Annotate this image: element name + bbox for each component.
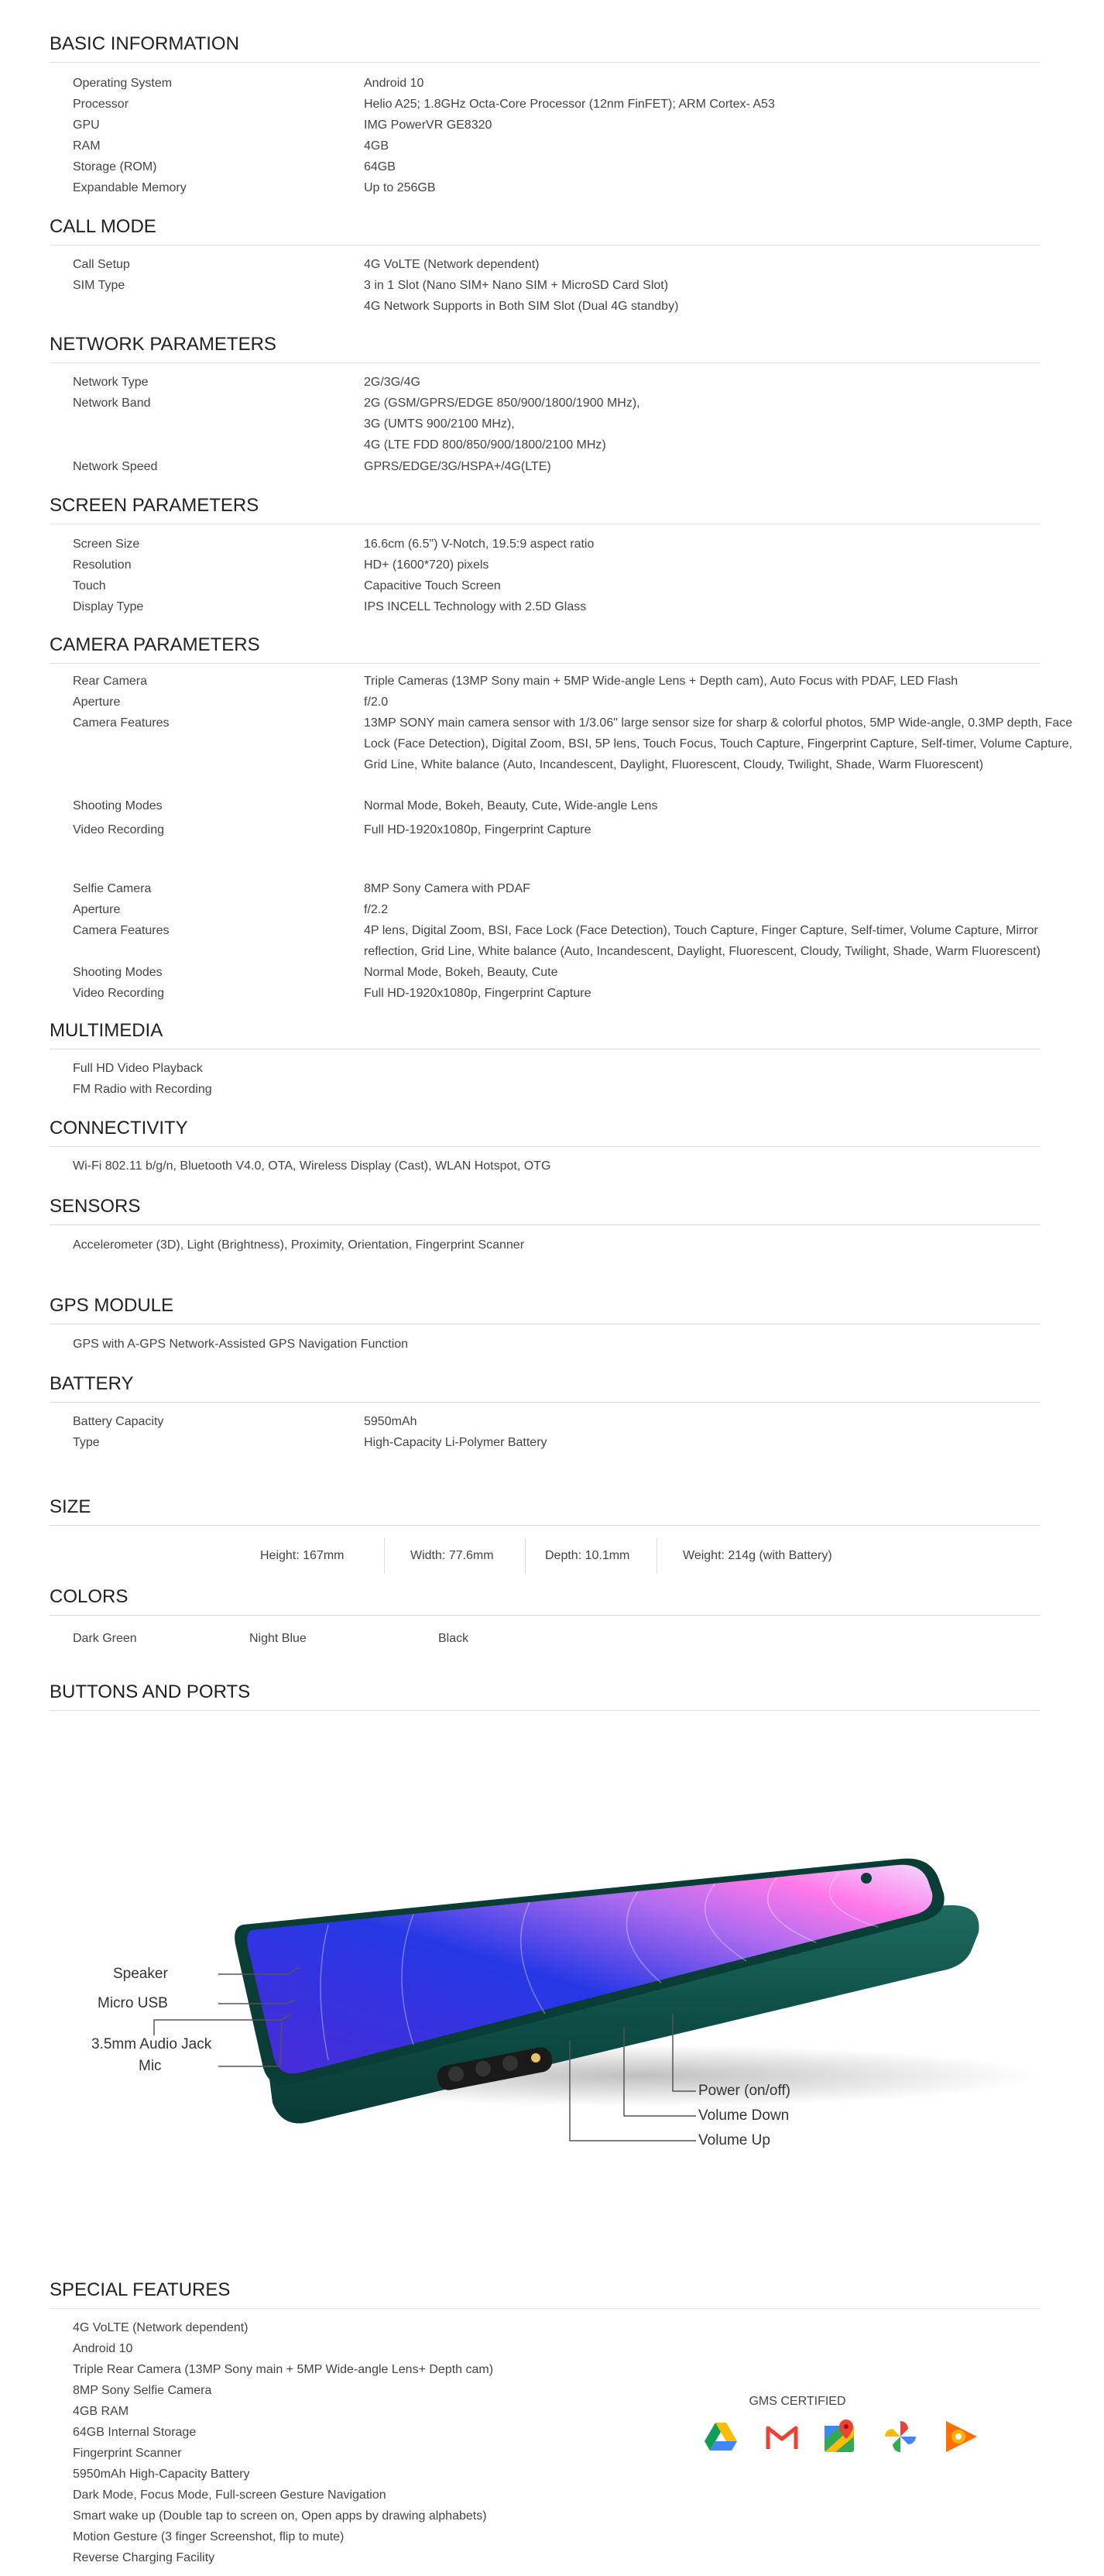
list-item: Full HD Video Playback [73,1062,203,1075]
spec-value: 3 in 1 Slot (Nano SIM+ Nano SIM + MicroSD Card Slot) [364,279,669,292]
spec-value: HD+ (1600*720) pixels [364,558,489,572]
spec-value: 3G (UMTS 900/2100 MHz), [364,417,515,431]
spec-value: f/2.0 [364,696,389,709]
front-camera-notch [861,1873,872,1884]
spec-value: IPS INCELL Technology with 2.5D Glass [364,600,587,613]
spec-value: Triple Cameras (13MP Sony main + 5MP Wide-angle Lens + Depth cam), Auto Focus with PDAF, LED Flash [364,675,958,688]
google-play-music-icon [946,2421,977,2452]
spec-label: Shooting Modes [73,966,163,979]
section-title-multimedia: MULTIMEDIA [50,1019,1041,1049]
spec-value: 16.6cm (6.5") V-Notch, 19.5:9 aspect ratio [364,538,595,551]
section-title-buttons: BUTTONS AND PORTS [50,1681,1041,1711]
list-item: Android 10 [73,2342,133,2355]
callout-speaker: Speaker [113,1966,168,1982]
list-item: FM Radio with Recording [73,1083,212,1096]
list-item: 5950mAh High-Capacity Battery [73,2468,250,2481]
spec-label: Type [73,1436,100,1449]
google-drive-icon [705,2423,737,2451]
spec-label: Processor [73,98,129,111]
color-option: Dark Green [73,1632,137,1645]
gps-text: GPS with A-GPS Network-Assisted GPS Navigation Function [73,1338,409,1351]
spec-value: Up to 256GB [364,181,436,194]
callout-audio-jack: 3.5mm Audio Jack [91,2036,212,2052]
sensors-text: Accelerometer (3D), Light (Brightness), Proximity, Orientation, Fingerprint Scanner [73,1238,525,1252]
list-item: Motion Gesture (3 finger Screenshot, flip to mute) [73,2530,345,2543]
section-title-gps: GPS MODULE [50,1294,1041,1324]
section-title-size: SIZE [50,1496,1041,1526]
spec-label: Network Type [73,376,149,389]
spec-value: Full HD-1920x1080p, Fingerprint Capture [364,823,591,836]
gmail-icon [766,2426,797,2449]
callout-volume-down: Volume Down [698,2107,790,2124]
spec-value: 13MP SONY main camera sensor with 1/3.06" large sensor size for sharp & colorful photos, 5MP Wide-angle, 0.3MP depth, Face Lock (Face Detection), Digital Zoom, BSI, 5P lens, Touch Focus, Touch Capture, Fingerprint Capture, Self-timer, Volume Capture, Grid Line, White balance (Auto, Incandescent, Daylight, Fluorescent, Cloudy, Twilight, Shade, Warm Fluorescent) [364,716,1073,771]
list-item: Dark Mode, Focus Mode, Full-screen Gesture Navigation [73,2488,386,2502]
list-item: Smart wake up (Double tap to screen on, Open apps by drawing alphabets) [73,2509,487,2523]
spec-value: 4G (LTE FDD 800/850/900/1800/2100 MHz) [364,438,606,452]
gms-certified-label: GMS CERTIFIED [749,2395,846,2408]
spec-value: Normal Mode, Bokeh, Beauty, Cute [364,966,558,979]
google-photos-icon [885,2421,916,2452]
spec-value: 64GB [364,160,396,173]
section-title-battery: BATTERY [50,1372,1041,1403]
spec-value: Normal Mode, Bokeh, Beauty, Cute, Wide-angle Lens [364,799,658,812]
spec-value: Android 10 [364,77,424,90]
size-height: Height: 167mm [260,1549,345,1562]
phone-diagram [50,1750,1041,2184]
spec-label: Video Recording [73,823,165,836]
list-item: Reverse Charging Facility [73,2551,215,2564]
phone-illustration [50,1750,963,2184]
callout-volume-up: Volume Up [698,2132,770,2148]
spec-value: 2G (GSM/GPRS/EDGE 850/900/1800/1900 MHz), [364,397,640,410]
color-option: Night Blue [249,1632,307,1645]
spec-label: Network Band [73,397,151,410]
spec-label: Storage (ROM) [73,160,157,173]
spec-value: 5950mAh [364,1415,417,1428]
spec-value: 4P lens, Digital Zoom, BSI, Face Lock (Face Detection), Touch Capture, Finger Capture, Self-timer, Volume Capture, Mirror reflection, Grid Line, White balance (Auto, Incandescent, Daylight, Fluorescent, Cloudy, Twilight, Shade, Warm Fluorescent) [364,924,1041,958]
spec-label: Camera Features [73,924,170,937]
spec-label: Rear Camera [73,675,148,688]
spec-value: GPRS/EDGE/3G/HSPA+/4G(LTE) [364,460,551,473]
section-title-connectivity: CONNECTIVITY [50,1117,1041,1147]
spec-label: Call Setup [73,258,130,271]
spec-value: 4G VoLTE (Network dependent) [364,258,540,271]
section-title-colors: COLORS [50,1585,1041,1616]
spec-label: Selfie Camera [73,882,152,895]
section-title-call: CALL MODE [50,215,1041,246]
spec-label: Camera Features [73,716,170,730]
spec-label: Aperture [73,696,121,709]
spec-label: Screen Size [73,538,140,551]
list-item: 4GB RAM [73,2405,129,2418]
section-title-screen: SCREEN PARAMETERS [50,494,1041,524]
color-option: Black [438,1632,469,1645]
list-item: 64GB Internal Storage [73,2426,197,2439]
list-item: 8MP Sony Selfie Camera [73,2384,212,2397]
section-title-camera: CAMERA PARAMETERS [50,634,1041,664]
spec-label: Touch [73,579,106,592]
size-depth: Depth: 10.1mm [545,1549,630,1562]
spec-value: Capacitive Touch Screen [364,579,501,592]
spec-label: Video Recording [73,987,165,1000]
spec-value: IMG PowerVR GE8320 [364,118,492,132]
spec-label: Network Speed [73,460,158,473]
connectivity-text: Wi-Fi 802.11 b/g/n, Bluetooth V4.0, OTA, Wireless Display (Cast), WLAN Hotspot, OTG [73,1159,551,1173]
spec-value: Helio A25; 1.8GHz Octa-Core Processor (12nm FinFET); ARM Cortex- A53 [364,98,775,111]
spec-label: Battery Capacity [73,1415,164,1428]
spec-value: f/2.2 [364,903,389,916]
size-divider [384,1538,385,1574]
spec-label: GPU [73,118,100,132]
spec-value: 2G/3G/4G [364,376,420,389]
spec-value: 8MP Sony Camera with PDAF [364,882,530,895]
spec-label: SIM Type [73,279,125,292]
spec-label: Expandable Memory [73,181,187,194]
spec-value: High-Capacity Li-Polymer Battery [364,1436,547,1449]
size-divider [525,1538,526,1574]
google-maps-icon [825,2420,854,2452]
size-row [50,1538,1041,1574]
spec-label: RAM [73,139,101,153]
spec-value: 4GB [364,139,389,153]
list-item: Triple Rear Camera (13MP Sony main + 5MP Wide-angle Lens+ Depth cam) [73,2363,494,2376]
spec-label: Display Type [73,600,144,613]
section-title-special: SPECIAL FEATURES [50,2279,1041,2309]
list-item: Fingerprint Scanner [73,2447,182,2460]
spec-label: Aperture [73,903,121,916]
spec-value: Full HD-1920x1080p, Fingerprint Capture [364,987,591,1000]
callout-micro-usb: Micro USB [98,1995,168,2011]
section-title-sensors: SENSORS [50,1195,1041,1225]
list-item: 4G VoLTE (Network dependent) [73,2321,249,2334]
spec-label: Resolution [73,558,132,572]
size-weight: Weight: 214g (with Battery) [683,1549,832,1562]
gms-icon-row [697,2415,991,2461]
section-title-network: NETWORK PARAMETERS [50,333,1041,363]
size-width: Width: 77.6mm [410,1549,494,1562]
spec-label: Shooting Modes [73,799,163,812]
spec-label: Operating System [73,77,173,90]
section-title-basic: BASIC INFORMATION [50,33,1041,63]
callout-mic: Mic [139,2058,162,2074]
callout-power: Power (on/off) [698,2083,790,2099]
spec-value: 4G Network Supports in Both SIM Slot (Dual 4G standby) [364,300,679,313]
